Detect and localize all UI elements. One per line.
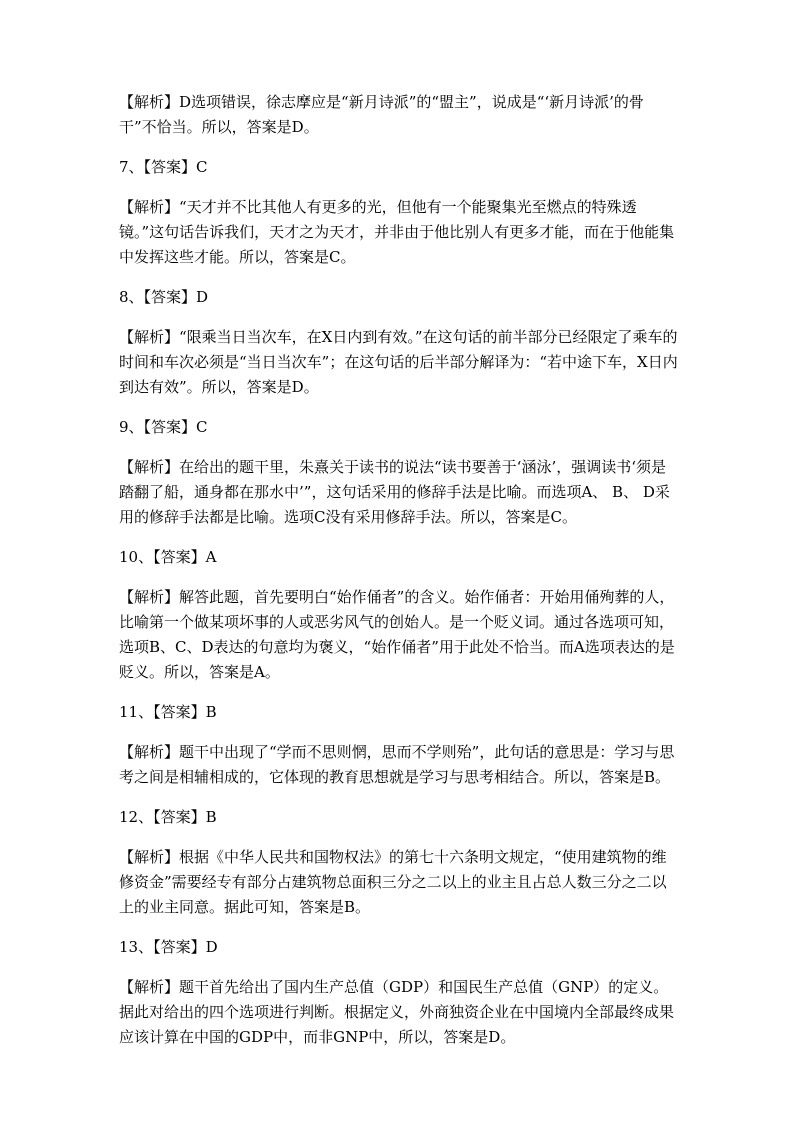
answer-heading: 11、【答案】B xyxy=(119,703,217,721)
analysis-paragraph: 【解析】在给出的题干里，朱熹关于读书的说法“读书要善于‘涵泳’，强调读书‘须是踏翻了船，通身都在那水中’”，这句话采用的修辞手法是比喻。而选项A、 B、 D采用的修辞手法都是比喻。选项C没有采用修辞手法。所以，答案是C。 xyxy=(119,458,670,526)
answer-heading: 13、【答案】D xyxy=(119,938,218,956)
analysis-paragraph: 【解析】题干中出现了“学而不思则惘，思而不学则殆”，此句话的意思是：学习与思考之间是相辅相成的，它体现的教育思想就是学习与思考相结合。所以，答案是B。 xyxy=(119,743,675,786)
analysis-paragraph: 【解析】根据《中华人民共和国物权法》的第七十六条明文规定，“使用建筑物的维修资金”需要经专有部分占建筑物总面积三分之二以上的业主且占总人数三分之二以上的业主同意。据此可知，答案是B。 xyxy=(119,848,667,916)
answer-heading: 9、【答案】C xyxy=(119,418,208,436)
analysis-paragraph: 【解析】“限乘当日当次车，在X日内到有效。”在这句话的前半部分已经限定了乘车的时间和车次必须是“当日当次车”；在这句话的后半部分解译为：“若中途下车，X日内到达有效”。所以，答案是D。 xyxy=(119,328,678,396)
answer-heading: 10、【答案】A xyxy=(119,548,217,566)
document-page xyxy=(119,90,679,1050)
analysis-paragraph: 【解析】题干首先给出了国内生产总值（GDP）和国民生产总值（GNP）的定义。据此对给出的四个选项进行判断。根据定义，外商独资企业在中国境内全部最终成果应该计算在中国的GDP中，而非GNP中，所以，答案是D。 xyxy=(119,978,675,1046)
answer-heading: 7、【答案】C xyxy=(119,158,208,176)
answer-heading: 12、【答案】B xyxy=(119,808,217,826)
answer-heading: 8、【答案】D xyxy=(119,288,209,306)
analysis-paragraph: 【解析】解答此题，首先要明白“始作俑者”的含义。始作俑者：开始用俑殉葬的人，比喻第一个做某项坏事的人或恶劣风气的创始人。是一个贬义词。通过各选项可知，选项B、C、D表达的句意均为褒义，“始作俑者”用于此处不恰当。而A选项表达的是贬义。所以，答案是A。 xyxy=(119,588,675,681)
analysis-paragraph: 【解析】“天才并不比其他人有更多的光，但他有一个能聚集光至燃点的特殊透镜。”这句话告诉我们，天才之为天才，并非由于他比别人有更多才能，而在于他能集中发挥这些才能。所以，答案是C。 xyxy=(119,198,675,266)
analysis-paragraph: 【解析】D选项错误，徐志摩应是“新月诗派”的“盟主”，说成是“‘新月诗派’的骨干”不恰当。所以，答案是D。 xyxy=(119,93,644,136)
